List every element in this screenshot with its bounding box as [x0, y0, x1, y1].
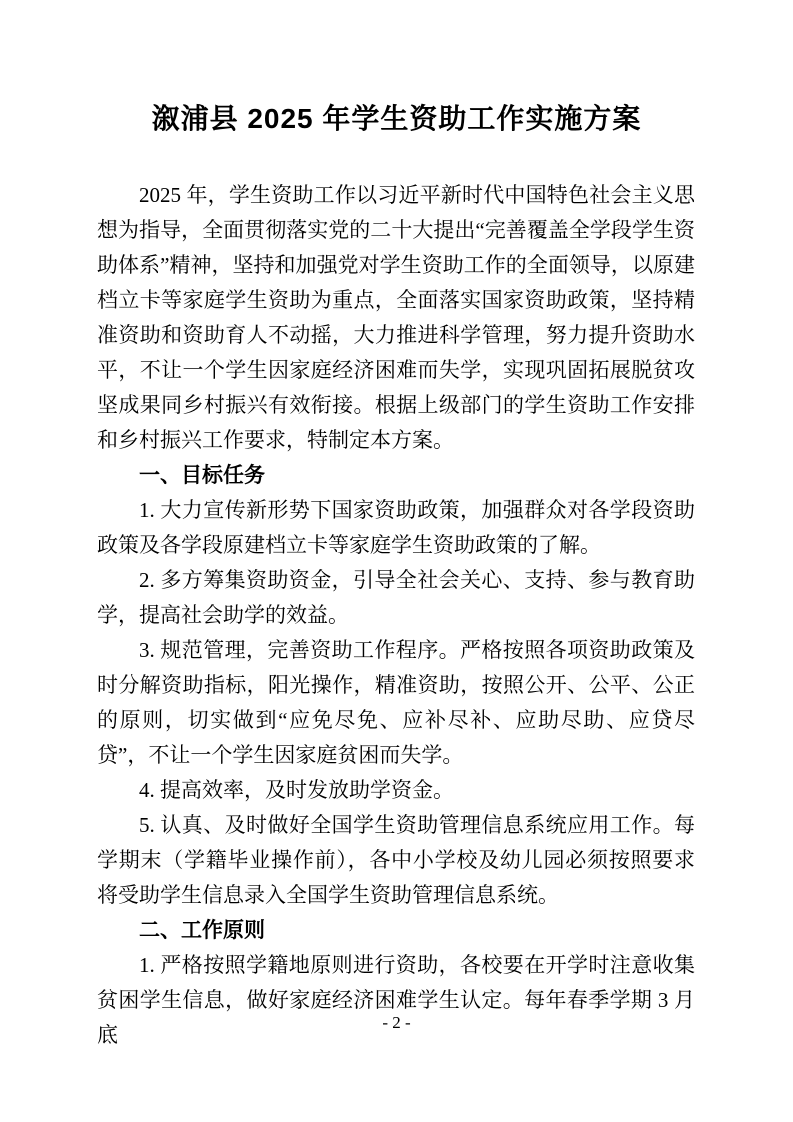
paragraph: 5. 认真、及时做好全国学生资助管理信息系统应用工作。每学期末（学籍毕业操作前），各中小学校及幼儿园必须按照要求将受助学生信息录入全国学生资助管理信息系统。	[97, 813, 695, 907]
section-heading: 二、工作原则	[139, 919, 265, 942]
paragraph: 1. 大力宣传新形势下国家资助政策，加强群众对各学段资助政策及各学段原建档立卡等家庭学生资助政策的了解。	[97, 498, 695, 557]
document-body	[97, 178, 695, 1053]
page-number: - 2 -	[382, 1013, 411, 1032]
document-title: 溆浦县 2025 年学生资助工作实施方案	[151, 103, 642, 134]
paragraph: 1. 严格按照学籍地原则进行资助，各校要在开学时注意收集贫困学生信息，做好家庭经济困难学生认定。每年春季学期 3 月底	[97, 953, 695, 1047]
paragraph: 4. 提高效率，及时发放助学资金。	[139, 778, 454, 802]
paragraph: 3. 规范管理，完善资助工作程序。严格按照各项资助政策及时分解资助指标，阳光操作，精准资助，按照公开、公平、公正的原则，切实做到“应免尽免、应补尽补、应助尽助、应贷尽贷”，不让一个学生因家庭贫困而失学。	[97, 638, 695, 767]
paragraph: 2. 多方筹集资助资金，引导全社会关心、支持、参与教育助学，提高社会助学的效益。	[97, 568, 695, 627]
paragraph: 2025 年，学生资助工作以习近平新时代中国特色社会主义思想为指导，全面贯彻落实党的二十大提出“完善覆盖全学段学生资助体系”精神，坚持和加强党对学生资助工作的全面领导，以原建档立卡等家庭学生资助为重点，全面落实国家资助政策，坚持精准资助和资助育人不动摇，大力推进科学管理，努力提升资助水平，不让一个学生因家庭经济困难而失学，实现巩固拓展脱贫攻坚成果同乡村振兴有效衔接。根据上级部门的学生资助工作安排和乡村振兴工作要求，特制定本方案。	[97, 183, 695, 452]
section-heading: 一、目标任务	[139, 464, 265, 487]
